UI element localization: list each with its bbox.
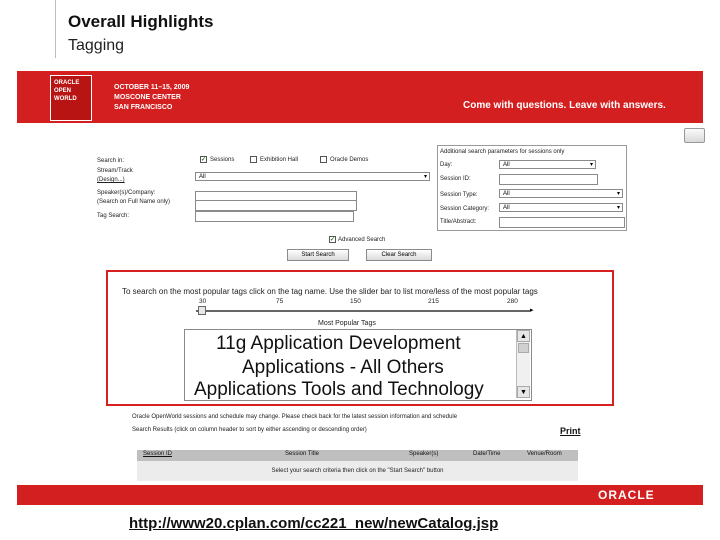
session-category-value: All — [503, 205, 510, 211]
tag-link[interactable]: Applications Tools and Technology — [194, 379, 484, 400]
header-divider — [55, 0, 56, 58]
slide-title: Overall Highlights — [68, 12, 214, 31]
session-type-value: All — [503, 191, 510, 197]
scroll-thumb[interactable] — [518, 343, 529, 353]
slider-tick: 75 — [276, 298, 284, 305]
event-info — [114, 83, 189, 113]
scroll-down-icon[interactable]: ▼ — [517, 386, 530, 398]
tag-link[interactable]: 11g Application Development — [216, 333, 461, 354]
slider-tick: 280 — [507, 298, 518, 305]
day-label: Day: — [440, 162, 453, 168]
advanced-search-label: Advanced Search — [338, 237, 386, 243]
oracle-demos-checkbox[interactable] — [320, 156, 327, 163]
column-session-title[interactable]: Session Title — [285, 451, 320, 457]
slider-tick: 215 — [428, 298, 439, 305]
speaker-sublabel: (Search on Full Name only) — [97, 199, 171, 205]
advanced-panel-title: Additional search parameters for sessions only — [440, 149, 565, 155]
tag-slider-handle[interactable] — [198, 306, 206, 315]
results-table-header — [137, 450, 578, 461]
tag-search-label: Tag Search: — [97, 213, 130, 219]
schedule-notice: Oracle OpenWorld sessions and schedule may change. Please check back for the latest session information and schedule — [132, 414, 458, 420]
banner-tagline: Come with questions. Leave with answers. — [463, 100, 666, 111]
start-search-button[interactable]: Start Search — [287, 249, 349, 261]
catalog-url-link[interactable]: http://www20.cplan.com/cc221_new/newCatalog.jsp — [129, 515, 499, 532]
session-id-label: Session ID: — [440, 176, 471, 182]
logo-line-2: OPEN — [54, 88, 72, 94]
scroll-up-icon[interactable]: ▲ — [517, 330, 530, 342]
title-abstract-label: Title/Abstract: — [440, 219, 477, 225]
sessions-checkbox[interactable]: ✓ — [201, 157, 207, 163]
tag-slider-track[interactable] — [196, 310, 530, 312]
stream-track-sublabel: (Design...) — [97, 177, 125, 183]
event-banner — [17, 71, 703, 123]
results-hint: Search Results (click on column header to sort by either ascending or descending order) — [132, 427, 367, 433]
event-date: OCTOBER 11–15, 2009 — [114, 84, 190, 91]
session-type-label: Session Type: — [440, 192, 478, 198]
company-input[interactable] — [195, 200, 357, 211]
day-select[interactable] — [499, 160, 596, 169]
tags-instruction: To search on the most popular tags click on the tag name. Use the slider bar to list more/less of the most popular tags — [122, 287, 538, 296]
logo-line-3: WORLD — [54, 96, 77, 102]
logo-line-1: ORACLE — [54, 80, 80, 86]
session-category-label: Session Category: — [440, 206, 490, 212]
column-speakers[interactable]: Speaker(s) — [409, 451, 439, 457]
column-date-time[interactable]: Date/Time — [473, 451, 501, 457]
stream-track-select[interactable] — [195, 172, 430, 181]
tag-link[interactable]: Applications - All Others — [242, 357, 444, 378]
advanced-search-checkbox[interactable]: ✓ — [330, 237, 336, 243]
speaker-label: Speaker(s)/Company: — [97, 190, 156, 196]
oracle-demos-label: Oracle Demos — [330, 157, 369, 163]
slider-tick: 150 — [350, 298, 361, 305]
stream-track-value: All — [199, 174, 206, 180]
session-type-select[interactable] — [499, 189, 623, 198]
session-id-input[interactable] — [499, 174, 598, 185]
sessions-checkbox-label: Sessions — [210, 157, 235, 163]
slide-subtitle: Tagging — [68, 37, 125, 54]
exhibition-hall-label: Exhibition Hall — [260, 157, 299, 163]
slider-tick: 30 — [199, 298, 207, 305]
print-link[interactable]: Print — [560, 426, 581, 436]
results-empty-message: Select your search criteria then click on the "Start Search" button — [137, 461, 578, 481]
title-abstract-input[interactable] — [499, 217, 625, 228]
openworld-logo — [50, 75, 92, 121]
corner-button[interactable] — [684, 128, 705, 143]
exhibition-hall-checkbox[interactable] — [250, 156, 257, 163]
oracle-logo: ORACLE — [598, 488, 655, 502]
column-venue-room[interactable]: Venue/Room — [527, 451, 562, 457]
tag-cloud-scrollbar[interactable] — [516, 330, 530, 398]
clear-search-button[interactable]: Clear Search — [366, 249, 432, 261]
slider-arrow-icon: ▸ — [530, 307, 534, 314]
stream-track-label: Stream/Track — [97, 168, 133, 174]
tag-search-input[interactable] — [195, 211, 354, 222]
tag-cloud-list — [184, 329, 532, 401]
popular-tags-label: Most Popular Tags — [318, 320, 376, 327]
event-venue: MOSCONE CENTER — [114, 94, 181, 101]
event-city: SAN FRANCISCO — [114, 104, 173, 111]
day-value: All — [503, 162, 510, 168]
session-category-select[interactable] — [499, 203, 623, 212]
search-in-label: Search in: — [97, 158, 125, 164]
column-session-id[interactable]: Session ID — [143, 451, 173, 457]
